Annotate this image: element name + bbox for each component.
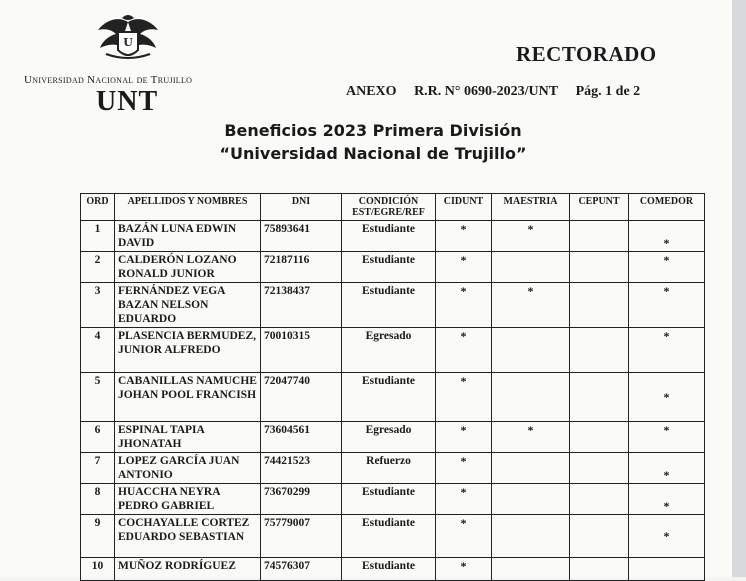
maestria-cell bbox=[492, 515, 570, 558]
table-row bbox=[81, 484, 705, 515]
beneficiaries-table bbox=[80, 193, 705, 581]
svg-text:U: U bbox=[123, 36, 133, 49]
cidunt-cell: * bbox=[436, 252, 492, 283]
office-title: RECTORADO bbox=[516, 42, 657, 66]
cidunt-cell: * bbox=[436, 221, 492, 252]
col-header-names: APELLIDOS Y NOMBRES bbox=[115, 194, 261, 221]
cidunt-cell: * bbox=[436, 422, 492, 453]
cepunt-cell bbox=[570, 283, 629, 328]
name-cell: CABANILLAS NAMUCHE JOHAN POOL FRANCISH bbox=[115, 373, 261, 422]
cepunt-cell bbox=[570, 515, 629, 558]
maestria-cell bbox=[492, 328, 570, 373]
table-row bbox=[81, 252, 705, 283]
cepunt-cell bbox=[570, 422, 629, 453]
dni-cell: 72187116 bbox=[261, 252, 342, 283]
ord-cell: 5 bbox=[81, 373, 115, 422]
annex-label: ANEXO bbox=[346, 84, 397, 99]
dni-cell: 70010315 bbox=[261, 328, 342, 373]
condition-cell: Egresado bbox=[342, 422, 436, 453]
annex-line bbox=[346, 84, 654, 100]
cidunt-cell: * bbox=[436, 515, 492, 558]
ord-cell: 4 bbox=[81, 328, 115, 373]
condition-cell: Estudiante bbox=[342, 252, 436, 283]
condition-cell: Refuerzo bbox=[342, 453, 436, 484]
cepunt-cell bbox=[570, 252, 629, 283]
comedor-cell: * bbox=[629, 422, 705, 453]
table-header-row bbox=[81, 194, 705, 221]
maestria-cell bbox=[492, 252, 570, 283]
table-row bbox=[81, 373, 705, 422]
table-row bbox=[81, 422, 705, 453]
university-crest-logo bbox=[88, 14, 168, 64]
cidunt-cell: * bbox=[436, 484, 492, 515]
table-row bbox=[81, 453, 705, 484]
col-header-comedor: COMEDOR bbox=[629, 194, 705, 221]
col-header-ord: ORD bbox=[81, 194, 115, 221]
dni-cell: 72047740 bbox=[261, 373, 342, 422]
resolution-number: R.R. N° 0690-2023/UNT bbox=[414, 84, 559, 99]
col-header-maestria: MAESTRIA bbox=[492, 194, 570, 221]
cepunt-cell bbox=[570, 558, 629, 581]
ord-cell: 8 bbox=[81, 484, 115, 515]
condition-cell: Estudiante bbox=[342, 515, 436, 558]
cidunt-cell: * bbox=[436, 453, 492, 484]
comedor-cell: * bbox=[629, 221, 705, 252]
name-cell: FERNÁNDEZ VEGA BAZAN NELSON EDUARDO bbox=[115, 283, 261, 328]
comedor-cell: * bbox=[629, 515, 705, 558]
maestria-cell bbox=[492, 484, 570, 515]
maestria-cell bbox=[492, 373, 570, 422]
col-header-cidunt: CIDUNT bbox=[436, 194, 492, 221]
condition-cell: Estudiante bbox=[342, 221, 436, 252]
dni-cell: 75893641 bbox=[261, 221, 342, 252]
maestria-cell: * bbox=[492, 422, 570, 453]
dni-cell: 73604561 bbox=[261, 422, 342, 453]
dni-cell: 74421523 bbox=[261, 453, 342, 484]
name-cell: CALDERÓN LOZANO RONALD JUNIOR bbox=[115, 252, 261, 283]
dni-cell: 75779007 bbox=[261, 515, 342, 558]
col-header-condition bbox=[342, 194, 436, 221]
comedor-cell: * bbox=[629, 484, 705, 515]
maestria-cell bbox=[492, 558, 570, 581]
condition-cell: Egresado bbox=[342, 328, 436, 373]
condition-cell: Estudiante bbox=[342, 558, 436, 581]
name-cell: MUÑOZ RODRÍGUEZ bbox=[115, 558, 261, 581]
table-row bbox=[81, 221, 705, 252]
scan-page-edge bbox=[732, 0, 746, 577]
comedor-cell bbox=[629, 558, 705, 581]
comedor-cell: * bbox=[629, 453, 705, 484]
institution-name: Universidad Nacional de Trujillo bbox=[24, 74, 193, 86]
ord-cell: 10 bbox=[81, 558, 115, 581]
col-header-dni: DNI bbox=[261, 194, 342, 221]
condition-cell: Estudiante bbox=[342, 373, 436, 422]
maestria-cell: * bbox=[492, 221, 570, 252]
table-row bbox=[81, 283, 705, 328]
dni-cell: 74576307 bbox=[261, 558, 342, 581]
cidunt-cell: * bbox=[436, 283, 492, 328]
table-row bbox=[81, 328, 705, 373]
cidunt-cell: * bbox=[436, 328, 492, 373]
name-cell: ESPINAL TAPIA JHONATAH bbox=[115, 422, 261, 453]
ord-cell: 2 bbox=[81, 252, 115, 283]
condition-header-line2: EST/EGRE/REF bbox=[352, 207, 425, 218]
name-cell: PLASENCIA BERMUDEZ, JUNIOR ALFREDO bbox=[115, 328, 261, 373]
institution-acronym: UNT bbox=[96, 86, 159, 117]
cepunt-cell bbox=[570, 484, 629, 515]
ord-cell: 1 bbox=[81, 221, 115, 252]
cidunt-cell: * bbox=[436, 558, 492, 581]
table-row bbox=[81, 515, 705, 558]
document-subtitle: “Universidad Nacional de Trujillo” bbox=[219, 144, 527, 163]
ord-cell: 3 bbox=[81, 283, 115, 328]
ord-cell: 9 bbox=[81, 515, 115, 558]
cepunt-cell bbox=[570, 453, 629, 484]
comedor-cell: * bbox=[629, 373, 705, 422]
maestria-cell bbox=[492, 453, 570, 484]
comedor-cell: * bbox=[629, 283, 705, 328]
condition-cell: Estudiante bbox=[342, 283, 436, 328]
name-cell: COCHAYALLE CORTEZ EDUARDO SEBASTIAN bbox=[115, 515, 261, 558]
cepunt-cell bbox=[570, 221, 629, 252]
comedor-cell: * bbox=[629, 252, 705, 283]
condition-cell: Estudiante bbox=[342, 484, 436, 515]
condition-header-line1: CONDICIÓN bbox=[358, 196, 419, 207]
name-cell: BAZÁN LUNA EDWIN DAVID bbox=[115, 221, 261, 252]
col-header-cepunt: CEPUNT bbox=[570, 194, 629, 221]
name-cell: HUACCHA NEYRA PEDRO GABRIEL bbox=[115, 484, 261, 515]
name-cell: LOPEZ GARCÍA JUAN ANTONIO bbox=[115, 453, 261, 484]
cidunt-cell: * bbox=[436, 373, 492, 422]
table-row bbox=[81, 558, 705, 581]
ord-cell: 7 bbox=[81, 453, 115, 484]
page-indicator: Pág. 1 de 2 bbox=[575, 84, 641, 99]
comedor-cell: * bbox=[629, 328, 705, 373]
dni-cell: 72138437 bbox=[261, 283, 342, 328]
cepunt-cell bbox=[570, 373, 629, 422]
maestria-cell: * bbox=[492, 283, 570, 328]
ord-cell: 6 bbox=[81, 422, 115, 453]
document-title: Beneficios 2023 Primera División bbox=[224, 121, 522, 140]
cepunt-cell bbox=[570, 328, 629, 373]
dni-cell: 73670299 bbox=[261, 484, 342, 515]
